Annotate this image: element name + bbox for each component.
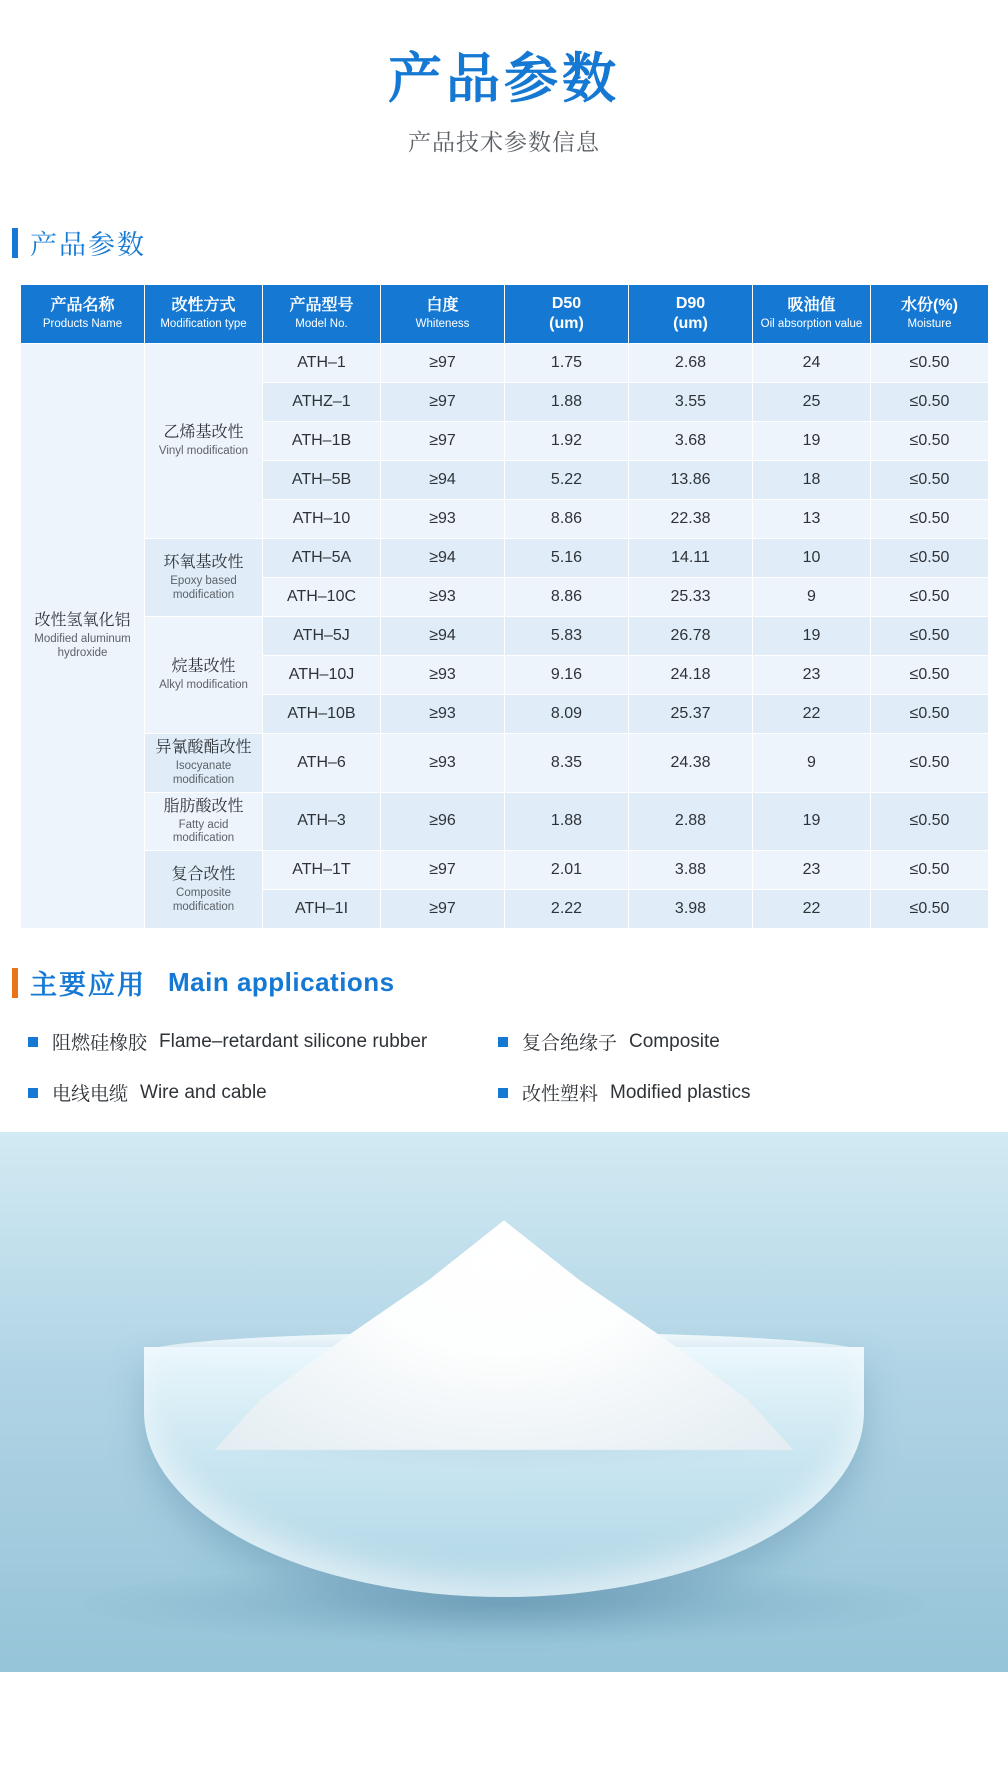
cell-d90: 25.33: [629, 578, 753, 617]
applications-list: [28, 1028, 1008, 1106]
cell-d90: 2.88: [629, 792, 753, 851]
column-header-moisture: [871, 285, 989, 344]
application-label-cn: 阻燃硅橡胶: [52, 1033, 148, 1055]
cell-d90: 25.37: [629, 695, 753, 734]
cell-moisture: ≤0.50: [871, 578, 989, 617]
column-header-en: Products Name: [42, 318, 123, 331]
column-header-oil-absorption: [753, 285, 871, 344]
cell-d50: 1.75: [505, 344, 629, 383]
application-label-en: Wire and cable: [140, 1081, 267, 1103]
modification-cn: 异氰酸酯改性: [155, 739, 252, 757]
cell-whiteness: ≥94: [381, 461, 505, 500]
cell-modification-type: [145, 851, 263, 929]
column-header-model-no: [263, 285, 381, 344]
column-header-whiteness: [381, 285, 505, 344]
cell-whiteness: ≥96: [381, 792, 505, 851]
cell-d90: 3.55: [629, 383, 753, 422]
cell-oil-absorption: 9: [753, 734, 871, 793]
cell-d50: 1.88: [505, 383, 629, 422]
table-header: [21, 285, 989, 344]
bullet-square-icon: [28, 1037, 38, 1047]
modification-cn: 乙烯基改性: [163, 424, 244, 442]
cell-whiteness: ≥93: [381, 695, 505, 734]
application-label-cn: 改性塑料: [522, 1084, 599, 1106]
cell-d50: 1.92: [505, 422, 629, 461]
cell-whiteness: ≥93: [381, 734, 505, 793]
cell-moisture: ≤0.50: [871, 344, 989, 383]
modification-en: Composite modification: [172, 886, 235, 913]
cell-whiteness: ≥97: [381, 344, 505, 383]
column-header-unit: (um): [673, 315, 708, 333]
cell-d50: 5.83: [505, 617, 629, 656]
cell-oil-absorption: 18: [753, 461, 871, 500]
cell-d90: 26.78: [629, 617, 753, 656]
modification-en: Vinyl modification: [158, 445, 249, 458]
product-photo: [0, 1132, 1008, 1672]
cell-model-no: ATH–3: [263, 792, 381, 851]
cell-moisture: ≤0.50: [871, 500, 989, 539]
cell-model-no: ATH–6: [263, 734, 381, 793]
parameters-table: [20, 284, 989, 929]
column-header-cn: 产品型号: [289, 297, 354, 315]
column-header-cn: 改性方式: [171, 297, 236, 315]
cell-oil-absorption: 19: [753, 617, 871, 656]
cell-model-no: ATH–10: [263, 500, 381, 539]
application-label-en: Modified plastics: [610, 1081, 751, 1103]
cell-d50: 5.22: [505, 461, 629, 500]
cell-d90: 3.98: [629, 890, 753, 929]
column-header-en: Moisture: [907, 318, 952, 331]
page-header: [0, 0, 1008, 157]
modification-cn: 复合改性: [171, 865, 236, 883]
table-row: [21, 792, 989, 851]
cell-whiteness: ≥97: [381, 890, 505, 929]
table-row: [21, 734, 989, 793]
cell-moisture: ≤0.50: [871, 851, 989, 890]
cell-d50: 2.22: [505, 890, 629, 929]
table-row: [21, 851, 989, 890]
bullet-square-icon: [498, 1088, 508, 1098]
product-name-en: Modified aluminum hydroxide: [34, 633, 131, 660]
cell-d90: 14.11: [629, 539, 753, 578]
page-title: 产品参数: [388, 49, 620, 109]
cell-model-no: ATH–1B: [263, 422, 381, 461]
accent-bar-icon: [12, 968, 18, 998]
column-header-modification-type: [145, 285, 263, 344]
cell-model-no: ATH–1I: [263, 890, 381, 929]
cell-d90: 3.88: [629, 851, 753, 890]
cell-d90: 13.86: [629, 461, 753, 500]
cell-d90: 2.68: [629, 344, 753, 383]
applications-heading-en: Main applications: [168, 967, 395, 998]
column-header-en: Model No.: [295, 318, 348, 331]
page-subtitle: 产品技术参数信息: [408, 129, 600, 156]
cell-moisture: ≤0.50: [871, 539, 989, 578]
column-header-cn: 白度: [426, 297, 459, 315]
application-item: [28, 1028, 498, 1055]
cell-d90: 24.18: [629, 656, 753, 695]
cell-oil-absorption: 19: [753, 792, 871, 851]
table-row: [21, 539, 989, 578]
application-label-cn: 电线电缆: [52, 1084, 129, 1106]
cell-moisture: ≤0.50: [871, 617, 989, 656]
cell-oil-absorption: 10: [753, 539, 871, 578]
cell-oil-absorption: 19: [753, 422, 871, 461]
cell-moisture: ≤0.50: [871, 461, 989, 500]
cell-moisture: ≤0.50: [871, 422, 989, 461]
modification-en: Epoxy based modification: [170, 574, 237, 601]
section-heading-applications: [12, 963, 1008, 1002]
section-heading-parameters: [12, 223, 1008, 262]
column-header-cn: 水份(%): [901, 297, 958, 315]
cell-moisture: ≤0.50: [871, 695, 989, 734]
column-header-cn: D90: [675, 295, 706, 313]
cell-d90: 3.68: [629, 422, 753, 461]
bullet-square-icon: [28, 1088, 38, 1098]
cell-model-no: ATHZ–1: [263, 383, 381, 422]
cell-moisture: ≤0.50: [871, 656, 989, 695]
modification-en: Alkyl modification: [159, 679, 248, 692]
cell-d50: 1.88: [505, 792, 629, 851]
column-header-unit: (um): [549, 315, 584, 333]
cell-oil-absorption: 22: [753, 695, 871, 734]
cell-model-no: ATH–10J: [263, 656, 381, 695]
cell-d50: 8.35: [505, 734, 629, 793]
cell-whiteness: ≥94: [381, 539, 505, 578]
column-header-d90: [629, 285, 753, 344]
cell-modification-type: [145, 617, 263, 734]
cell-oil-absorption: 24: [753, 344, 871, 383]
modification-cn: 烷基改性: [171, 658, 236, 676]
cell-model-no: ATH–1: [263, 344, 381, 383]
cell-whiteness: ≥93: [381, 500, 505, 539]
cell-modification-type: [145, 344, 263, 539]
application-label-en: Composite: [629, 1030, 720, 1052]
cell-moisture: ≤0.50: [871, 734, 989, 793]
cell-oil-absorption: 25: [753, 383, 871, 422]
cell-model-no: ATH–10B: [263, 695, 381, 734]
application-item: [498, 1028, 1008, 1055]
column-header-d50: [505, 285, 629, 344]
cell-oil-absorption: 9: [753, 578, 871, 617]
bullet-square-icon: [498, 1037, 508, 1047]
applications-heading-cn: 主要应用: [30, 970, 146, 1001]
cell-whiteness: ≥97: [381, 422, 505, 461]
cell-modification-type: [145, 734, 263, 793]
cell-d50: 9.16: [505, 656, 629, 695]
modification-cn: 脂肪酸改性: [163, 797, 244, 815]
cell-oil-absorption: 22: [753, 890, 871, 929]
cell-d50: 8.09: [505, 695, 629, 734]
cell-oil-absorption: 13: [753, 500, 871, 539]
cell-model-no: ATH–5J: [263, 617, 381, 656]
accent-bar-icon: [12, 228, 18, 258]
cell-d50: 8.86: [505, 500, 629, 539]
table-header-row: [21, 285, 989, 344]
cell-whiteness: ≥93: [381, 578, 505, 617]
section-heading-label: 产品参数: [30, 230, 146, 261]
column-header-en: Modification type: [160, 318, 247, 331]
cell-model-no: ATH–1T: [263, 851, 381, 890]
table-row: [21, 344, 989, 383]
cell-d90: 22.38: [629, 500, 753, 539]
cell-modification-type: [145, 792, 263, 851]
cell-modification-type: [145, 539, 263, 617]
product-name-cn: 改性氢氧化铝: [34, 612, 131, 630]
column-header-product-name: [21, 285, 145, 344]
column-header-cn: 产品名称: [50, 297, 115, 315]
cell-oil-absorption: 23: [753, 656, 871, 695]
application-label-cn: 复合绝缘子: [522, 1033, 618, 1055]
cell-whiteness: ≥97: [381, 383, 505, 422]
cell-model-no: ATH–5B: [263, 461, 381, 500]
cell-whiteness: ≥97: [381, 851, 505, 890]
table-row: [21, 617, 989, 656]
column-header-en: Whiteness: [415, 318, 470, 331]
cell-d90: 24.38: [629, 734, 753, 793]
cell-moisture: ≤0.50: [871, 383, 989, 422]
column-header-cn: D50: [551, 295, 582, 313]
cell-model-no: ATH–5A: [263, 539, 381, 578]
modification-en: Fatty acid modification: [172, 818, 235, 845]
modification-en: Isocyanate modification: [172, 760, 235, 786]
application-item: [28, 1079, 498, 1106]
parameters-table-wrapper: [20, 284, 988, 929]
cell-d50: 5.16: [505, 539, 629, 578]
application-label-en: Flame–retardant silicone rubber: [159, 1030, 428, 1052]
cell-model-no: ATH–10C: [263, 578, 381, 617]
cell-whiteness: ≥93: [381, 656, 505, 695]
cell-oil-absorption: 23: [753, 851, 871, 890]
cell-moisture: ≤0.50: [871, 792, 989, 851]
cell-moisture: ≤0.50: [871, 890, 989, 929]
cell-product-name: [21, 344, 145, 929]
cell-d50: 2.01: [505, 851, 629, 890]
cell-d50: 8.86: [505, 578, 629, 617]
table-body: [21, 344, 989, 929]
column-header-en: Oil absorption value: [760, 318, 863, 331]
modification-cn: 环氧基改性: [163, 553, 244, 571]
column-header-cn: 吸油值: [787, 297, 836, 315]
application-item: [498, 1079, 1008, 1106]
cell-whiteness: ≥94: [381, 617, 505, 656]
